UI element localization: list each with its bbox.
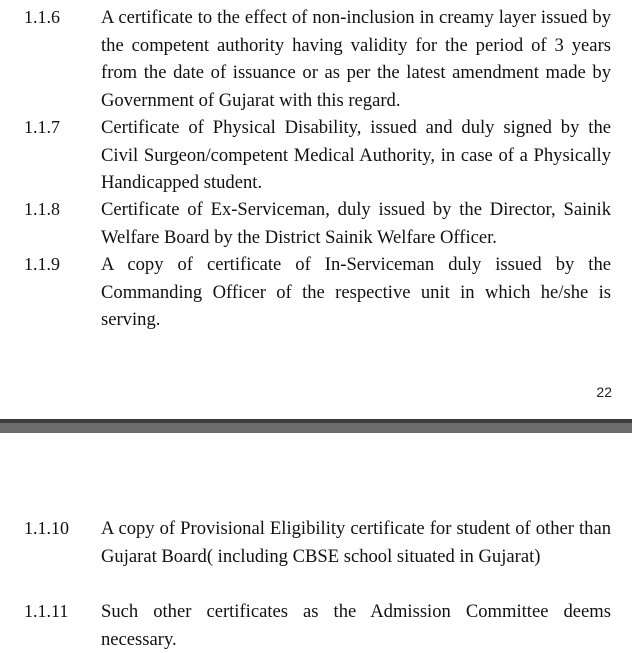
- clause-number: 1.1.9: [24, 254, 60, 274]
- page-separator-edge: [0, 419, 632, 423]
- clause-number: 1.1.11: [24, 601, 69, 621]
- clause-number: 1.1.7: [24, 117, 60, 137]
- clause-number: 1.1.6: [24, 7, 60, 27]
- clause-text: Certificate of Ex-Serviceman, duly issued by the Director, Sainik Welfare Board by the District Sainik Welfare Officer.: [101, 199, 611, 248]
- clause-text: A certificate to the effect of non-inclusion in creamy layer issued by the competent authority having validity for the period of 3 years from the date of issuance or as per the latest amendment made by Government of Gujarat with this regard.: [101, 7, 611, 111]
- clause-number: 1.1.10: [24, 518, 69, 538]
- clause-number: 1.1.8: [24, 199, 60, 219]
- page-separator: [0, 419, 632, 433]
- page-number: 22: [596, 384, 612, 400]
- document-page-23: [0, 433, 632, 653]
- clause-text: A copy of certificate of In-Serviceman duly issued by the Commanding Officer of the respective unit in which he/she is serving.: [101, 254, 611, 330]
- clause-text: Such other certificates as the Admission Committee deems necessary.: [101, 601, 611, 650]
- clause-text: A copy of Provisional Eligibility certificate for student of other than Gujarat Board( including CBSE school situated in Gujarat): [101, 518, 611, 567]
- clause-text: Certificate of Physical Disability, issued and duly signed by the Civil Surgeon/competent Medical Authority, in case of a Physically Handicapped student.: [101, 117, 611, 193]
